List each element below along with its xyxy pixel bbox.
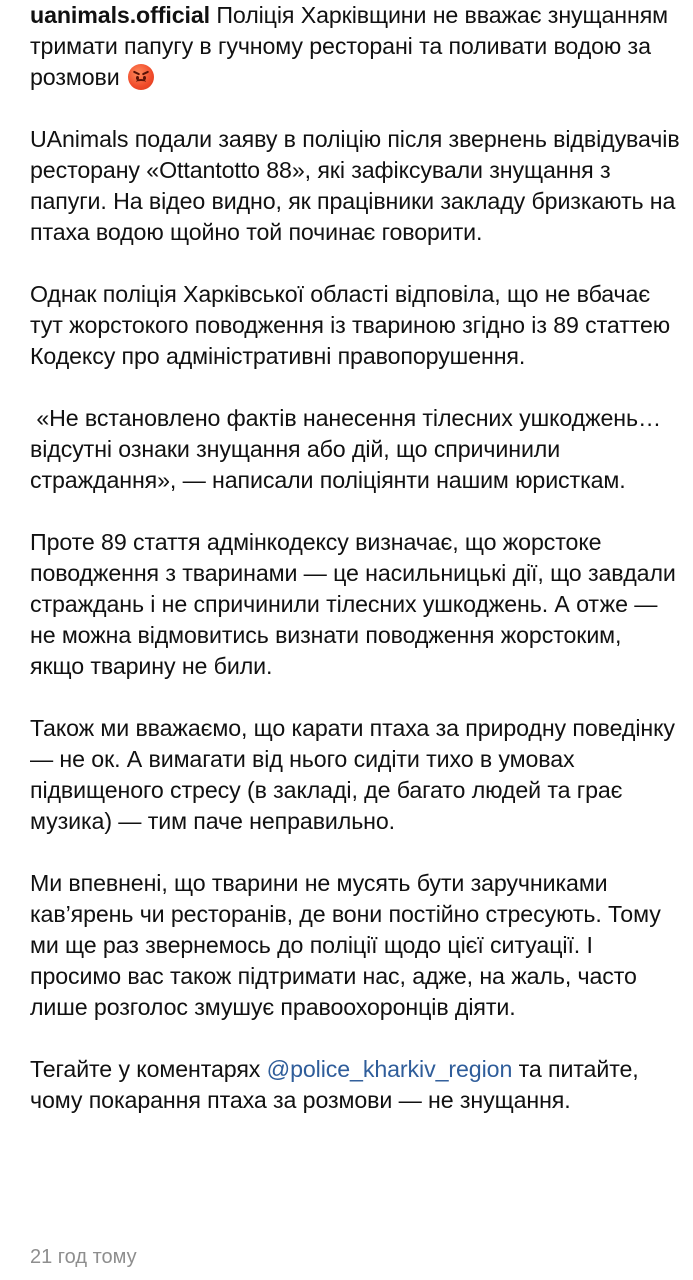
caption-text: Тегайте у коментарях	[30, 1056, 267, 1082]
caption-quote-paragraph: «Не встановлено фактів нанесення тілесних ушкоджень… відсутні ознаки знущання або дій, що спричинили страждання», — написали поліціянти нашим юристкам.	[30, 405, 668, 493]
caption-paragraph: Однак поліція Харківської області відповіла, що не вбачає тут жорстокого поводження із твариною згідно із 89 статтею Кодексу про адміністративні правопорушення.	[30, 281, 677, 369]
caption-last-paragraph	[30, 1054, 680, 1116]
caption-paragraph: UAnimals подали заяву в поліцію після звернень відвідувачів ресторану «Ottantotto 88», які зафіксували знущання з папуги. На відео видно, як працівники закладу бризкають на птаха водою щойно той починає говорити.	[30, 126, 686, 245]
post-username[interactable]: uanimals.official	[30, 2, 210, 28]
caption-paragraph: Ми впевнені, що тварини не мусять бути заручниками кав’ярень чи ресторанів, де вони постійно стресують. Тому ми ще раз звернемось до поліції щодо цієї ситуації. І просимо вас також підтримати нас, адже, на жаль, часто лише розголос змушує правоохоронців діяти.	[30, 870, 668, 1020]
angry-face-icon	[128, 64, 154, 90]
caption-title-text: Поліція Харківщини не вважає знущанням тримати папугу в гучному ресторані та поливати водою за розмови	[30, 2, 675, 90]
caption-paragraph: Також ми вважаємо, що карати птаха за природну поведінку — не ок. А вимагати від нього сидіти тихо в умовах підвищеного стресу (в закладі, де багато людей та грає музика) — тим паче неправильно.	[30, 715, 682, 834]
post-caption	[30, 0, 686, 1147]
mention-link[interactable]: @police_kharkiv_region	[266, 1056, 513, 1082]
caption-paragraph: Проте 89 стаття адмінкодексу визначає, що жорстоке поводження з тваринами — це насильницькі дії, що завдали страждань і не спричинили тілесних ушкоджень. А отже — не можна відмовитись визнати поводження жорстоким, якщо тварину не били.	[30, 529, 683, 679]
caption-text: та питайте, чому покарання птаха за розмови — не знущання.	[30, 1056, 645, 1113]
post-timestamp: 21 год тому	[30, 1246, 137, 1268]
caption-title-paragraph	[30, 0, 680, 93]
